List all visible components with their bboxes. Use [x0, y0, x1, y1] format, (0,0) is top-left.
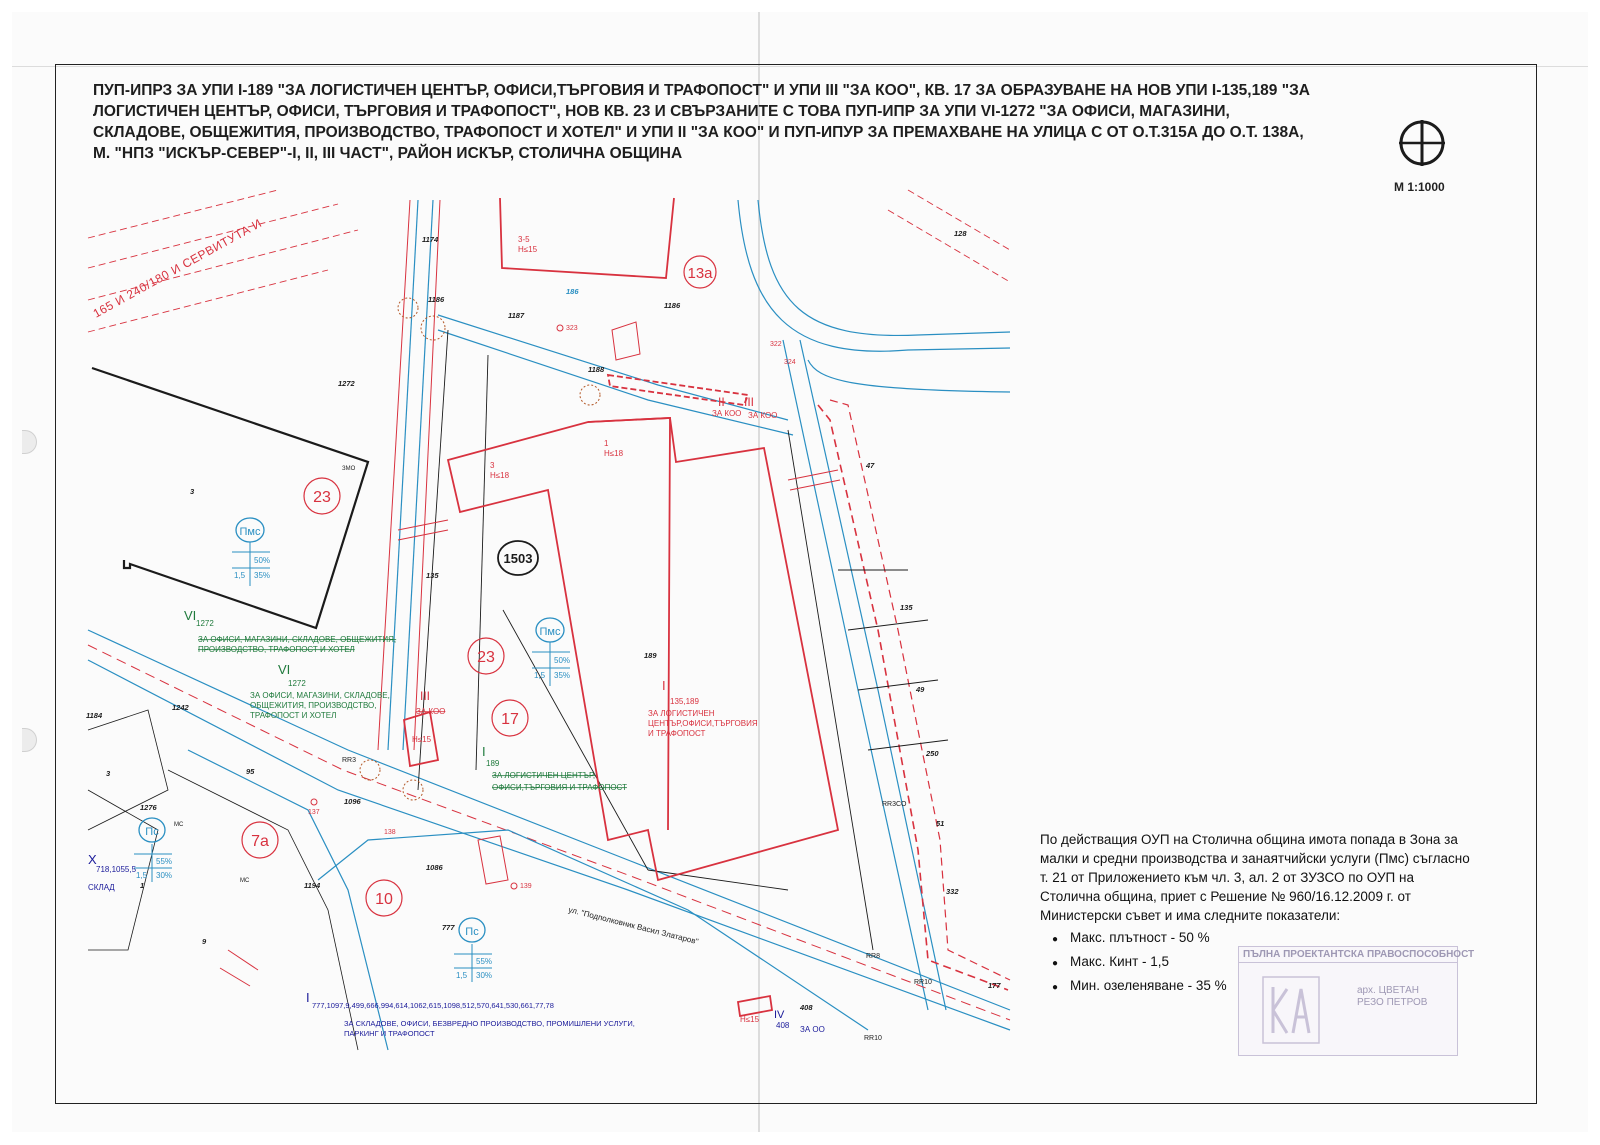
quarter-label: 23: [477, 649, 495, 666]
parcel-number: 186: [566, 287, 579, 296]
parcel-number: 177: [988, 981, 1001, 990]
upi-x-labels: [88, 852, 137, 892]
stamp-role: арх. ЦВЕТАН: [1357, 985, 1419, 996]
punch-hole-bottom: [22, 728, 37, 752]
upi-vi-old-text: ЗА ОФИСИ, МАГАЗИНИ, СКЛАДОВЕ, ОБЩЕЖИТИЯ,: [198, 635, 397, 644]
punch-hole-top: [22, 430, 37, 454]
upi-i-old-num: 189: [486, 759, 500, 768]
zone-kint: 1,5: [136, 871, 148, 880]
node-label: 138: [384, 829, 396, 836]
zmo-label: ЗМО: [342, 466, 356, 472]
parcel-number: 332: [946, 887, 959, 896]
parcel-number: 1194: [304, 881, 321, 890]
zone-green: 30%: [476, 971, 493, 980]
zone-pms-marker-2: [532, 618, 570, 686]
parcel-number: 128: [954, 229, 967, 238]
upi-vi-old-num: 1272: [196, 619, 214, 628]
bullet-icon: ●: [1051, 934, 1059, 945]
parcel-number: 3: [106, 769, 111, 778]
upi-i-new-text: ЦЕНТЪР,ОФИСИ,ТЪРГОВИЯ: [648, 719, 758, 728]
zone-pms-marker-1: [232, 518, 270, 586]
parcel-number: 1242: [172, 703, 189, 712]
zone-density: 50%: [254, 556, 271, 565]
upi-vi-labels: [184, 608, 396, 720]
quarter-label: 10: [375, 891, 393, 908]
upi-i-new-labels: [648, 678, 758, 738]
upi-x: X: [88, 852, 97, 867]
height-label: 3-5: [518, 235, 530, 244]
height-label: H≤15: [740, 1015, 760, 1024]
zone-green: 30%: [156, 871, 173, 880]
parcel-number: 3: [190, 487, 195, 496]
map-canvas: [88, 190, 1010, 1050]
upi-iii-b: III: [744, 395, 755, 409]
upi-iii-b-text: ЗА КОО: [748, 411, 778, 420]
upi-vi-new-text: ОБЩЕЖИТИЯ, ПРОИЗВОДСТВО,: [250, 701, 377, 710]
quarter-label: 17: [501, 711, 519, 728]
zone-code: Пс: [465, 926, 479, 938]
upi-iv-labels: [774, 1009, 825, 1034]
zone-green: 35%: [554, 671, 571, 680]
stamp-person: РЕЗО ПЕТРОВ: [1357, 997, 1428, 1008]
road-lines: [88, 200, 1010, 1050]
bullet-text: Макс. Кинт - 1,5: [1070, 954, 1170, 969]
north-arrow-icon: [1397, 118, 1447, 168]
parcel-number: 777: [442, 923, 455, 932]
parcel-number: 1272: [338, 379, 355, 388]
node-label: 137: [308, 809, 320, 816]
node-label: RR10: [914, 979, 932, 986]
upi-ii: II: [718, 395, 725, 409]
tree-marks: [360, 298, 600, 800]
node-label: RR3CO: [882, 801, 907, 808]
upi-i-old: I: [482, 744, 486, 759]
parcel-number: 1276: [140, 803, 157, 812]
upi-i-new: I: [662, 678, 666, 693]
upi-big-i-text: ЗА СКЛАДОВЕ, ОФИСИ, БЕЗВРЕДНО ПРОИЗВОДСТВО, ПРОМИШЛЕНИ УСЛУГИ,: [344, 1019, 635, 1028]
zone-code: Пмс: [239, 526, 261, 538]
building-envelopes: [404, 198, 838, 1016]
architect-stamp: [1238, 946, 1475, 1056]
upi-vi-new-text: ТРАФОПОСТ И ХОТЕЛ: [250, 711, 337, 720]
title-line: М. "НПЗ "ИСКЪР-СЕВЕР"-І, ІІ, ІІІ ЧАСТ", РАЙОН ИСКЪР, СТОЛИЧНА ОБЩИНА: [93, 145, 683, 162]
upi-vi-new-num: 1272: [288, 679, 306, 688]
zone-kint: 1,5: [534, 671, 546, 680]
height-label: H≤18: [490, 471, 510, 480]
mc-label: МС: [240, 878, 250, 884]
parcel-1503-label: 1503: [503, 551, 533, 566]
title-line: СКЛАДОВЕ, ОБЩЕЖИТИЯ, ПРОИЗВОДСТВО, ТРАФОПОСТ И ХОТЕЛ" И УПИ ІІ "ЗА КОО" И ПУП-ИПУР ЗА ПРЕМАХВАНЕ НА УЛИЦА С ОТ О.Т.315А ДО О.Т. 138А,: [93, 124, 1304, 141]
upi-x-num: 718,1055,5: [96, 865, 137, 874]
node-label: RR3: [342, 757, 357, 764]
parcel-number: 9: [202, 937, 207, 946]
zone-code: Пмс: [539, 626, 561, 638]
height-label: 1: [604, 439, 609, 448]
zone-ps-marker-2: [454, 918, 492, 982]
parcel-number: 95: [246, 767, 255, 776]
parcel-number: 1174: [422, 235, 439, 244]
parcel-number: 1186: [664, 301, 681, 310]
height-label: H≤15: [412, 735, 432, 744]
node-label: 323: [566, 325, 578, 332]
mc-label: МС: [174, 822, 184, 828]
quarter-label: 23: [313, 489, 331, 506]
bullet-icon: ●: [1051, 958, 1059, 969]
upi-i-old-labels: [482, 744, 627, 792]
height-label: 3: [490, 461, 495, 470]
parcel-number: 51: [936, 819, 945, 828]
parcel-number: 1096: [344, 797, 361, 806]
height-label: H≤15: [518, 245, 538, 254]
stamp-name: [1357, 985, 1427, 1009]
quarter-label: 7а: [251, 833, 269, 850]
node-label: 139: [520, 883, 532, 890]
zone-kint: 1,5: [234, 571, 246, 580]
upi-i-new-num: 135,189: [670, 697, 699, 706]
parcel-number: 1184: [86, 711, 103, 720]
upi-iv-text: ЗА ОО: [800, 1025, 825, 1034]
parcel-number: 408: [800, 1003, 813, 1012]
upi-big-i-text: ПАРКИНГ И ТРАФОПОСТ: [344, 1029, 435, 1038]
servitude-lines: [88, 190, 1010, 332]
upi-i-old-text: ЗА ЛОГИСТИЧЕН ЦЕНТЪР,: [492, 771, 596, 780]
bullet-icon: ●: [1051, 982, 1059, 993]
upi-iv-num: 408: [776, 1021, 790, 1030]
note-text: По действащия ОУП на Столична община имота попада в Зона за малки и средни производства и занаятчийски услуги (Пмс) съгласно т. 21 от Приложението към чл. 3, ал. 2 от ЗУЗСО по ОУП на Столична община, приет с Решение № 960/16.12.2009 г. от Министерски съвет и има следните показатели:: [1040, 832, 1470, 923]
upi-i-old-text: ОФИСИ,ТЪРГОВИЯ И ТРАФОПОСТ: [492, 783, 627, 792]
upi-big-i-labels: [306, 990, 635, 1038]
parcel-number: 1187: [508, 311, 525, 320]
upi-vi-old: VI: [184, 608, 197, 623]
upi-iv: IV: [774, 1009, 785, 1021]
node-label: 324: [784, 359, 796, 366]
parcel-number: 1188: [588, 365, 605, 374]
upi-vi-old-text: ПРОИЗВОДСТВО, ТРАФОПОСТ И ХОТЕЛ: [198, 645, 355, 654]
kab-logo-icon: [1261, 975, 1321, 1045]
street-name: ул. "Подполковник Васил Златаров": [567, 905, 700, 947]
height-label: H≤18: [604, 449, 624, 458]
zone-density: 55%: [156, 857, 173, 866]
title-line: ЛОГИСТИЧЕН ЦЕНТЪР, ОФИСИ, ТЪРГОВИЯ И ТРАФОПОСТ", НОВ КВ. 23 И СВЪРЗАНИТЕ С ТОВА ПУП-ИПР ЗА УПИ VІ-1272 "ЗА ОФИСИ, МАГАЗИНИ,: [93, 103, 1230, 120]
parcel-number: 135: [426, 571, 439, 580]
parcel-number: 49: [916, 685, 925, 694]
upi-i-new-text: ЗА ЛОГИСТИЧЕН: [648, 709, 715, 718]
upi-x-text: СКЛАД: [88, 883, 115, 892]
scale-label: М 1:1000: [1394, 180, 1445, 194]
upi-vi-new: VI: [278, 662, 291, 677]
node-label: RR8: [866, 953, 881, 960]
upi-koo-labels: [416, 395, 777, 716]
parcel-number: 47: [866, 461, 875, 470]
quarter-label: 13а: [687, 265, 713, 282]
zone-density: 55%: [476, 957, 493, 966]
upi-big-i: I: [306, 990, 310, 1005]
upi-iii-text: ЗА КОО: [416, 707, 446, 716]
upi-iii: III: [420, 689, 431, 703]
title-line: ПУП-ИПРЗ ЗА УПИ І-189 "ЗА ЛОГИСТИЧЕН ЦЕНТЪР, ОФИСИ,ТЪРГОВИЯ И ТРАФОПОСТ" И УПИ ІІІ "ЗА КОО", КВ. 17 ЗА ОБРАЗУВАНЕ НА НОВ УПИ І-135,189 "ЗА: [93, 82, 1310, 99]
parcel-number: 189: [644, 651, 657, 660]
road-nodes: [308, 325, 932, 1042]
parcel-number: 250: [926, 749, 939, 758]
parcel-number: 1186: [428, 295, 445, 304]
parcel-number: 1: [140, 881, 145, 890]
upi-big-i-num: 777,1097,9,499,666,994,614,1062,615,1098,512,570,641,530,661,77,78: [312, 1001, 554, 1010]
node-label: RR10: [864, 1035, 882, 1042]
bullet-text: Макс. плътност - 50 %: [1070, 930, 1210, 945]
parcel-number: 1086: [426, 863, 443, 872]
plan-title: [93, 80, 1323, 164]
upi-ii-text: ЗА КОО: [712, 409, 742, 418]
zone-kint: 1,5: [456, 971, 468, 980]
upi-vi-new-text: ЗА ОФИСИ, МАГАЗИНИ, СКЛАДОВЕ,: [250, 691, 390, 700]
stamp-title: ПЪЛНА ПРОЕКТАНТСКА ПРАВОСПОСОБНОСТ: [1239, 947, 1457, 963]
parcel-number: 135: [900, 603, 913, 612]
parcel-boundaries: [418, 330, 948, 950]
zone-green: 35%: [254, 571, 271, 580]
bullet-text: Мин. озеленяване - 35 %: [1070, 978, 1227, 993]
servitude-label: 165 И 240/180 И СЕРВИТУТА И: [90, 215, 265, 321]
upi-i-new-text: И ТРАФОПОСТ: [648, 729, 706, 738]
cadastral-map[interactable]: [88, 190, 1010, 1050]
node-label: 322: [770, 341, 782, 348]
zone-code: Пс: [145, 826, 159, 838]
zone-density: 50%: [554, 656, 571, 665]
